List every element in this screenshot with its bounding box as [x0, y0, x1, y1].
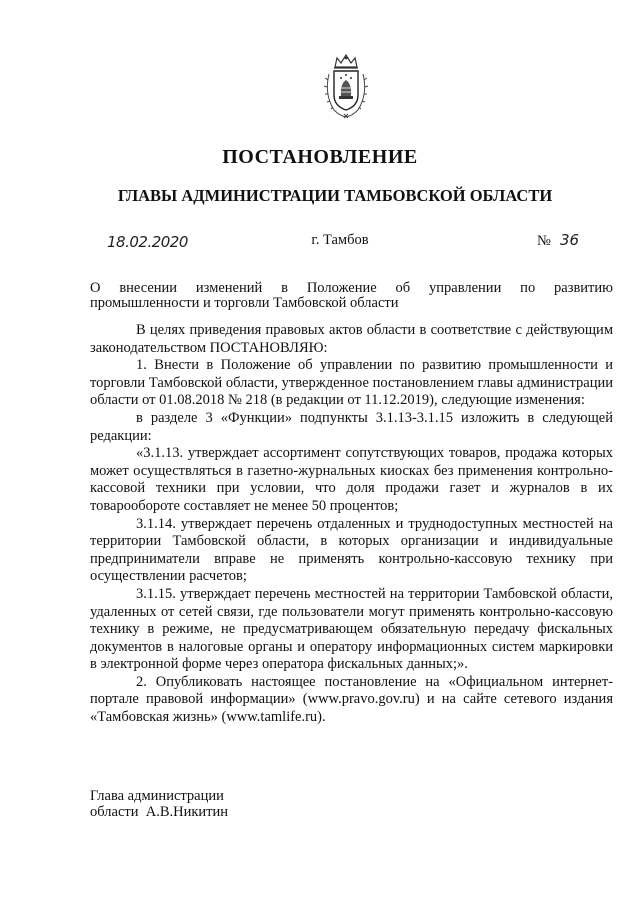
document-number-label: №: [537, 233, 551, 249]
signature-position: Глава администрации: [90, 788, 224, 804]
paragraph-3-1-14: 3.1.14. утверждает перечень отдаленных и труднодоступных местностей на территории Тамбовской области, в которых организации и индивидуальные предприниматели вправе не применять контрольно-кассовую технику при осуществлении расчетов;: [90, 515, 613, 585]
tambov-coat-of-arms-icon: [322, 54, 370, 120]
paragraph-item-1: 1. Внести в Положение об управлении по развитию промышленности и торговли Тамбовской области, утвержденное постановлением главы администрации области от 01.08.2018 № 218 (в редакции от 11.12.2019), следующие изменения:: [90, 357, 613, 409]
document-date: 18.02.2020: [107, 233, 188, 251]
document-subject: [90, 281, 613, 311]
signature-name: области А.В.Никитин: [90, 804, 229, 820]
paragraph-preamble: В целях приведения правовых актов области в соответствие с действующим законодательством ПОСТАНОВЛЯЮ:: [90, 322, 613, 356]
document-subtitle: ГЛАВЫ АДМИНИСТРАЦИИ ТАМБОВСКОЙ ОБЛАСТИ: [117, 186, 553, 205]
document-city: г. Тамбов: [311, 232, 369, 248]
document-title: ПОСТАНОВЛЕНИЕ: [222, 146, 418, 168]
subject-line-2: промышленности и торговли Тамбовской области: [90, 295, 399, 311]
paragraph-3-1-15: 3.1.15. утверждает перечень местностей на территории Тамбовской области, удаленных от сетей связи, где пользователи могут применять контрольно-кассовую технику в режиме, не предусматривающем обязательную передачу фискальных документов в налоговые органы и оператору информационных систем маркировки в электронной форме через оператора фискальных данных;».: [90, 585, 613, 673]
document-number: 36: [560, 231, 580, 249]
paragraph-item-2: 2. Опубликовать настоящее постановление на «Официальном интернет-портале правовой информации» (www.pravo.gov.ru) и на сайте сетевого издания «Тамбовская жизнь» (www.tamlife.ru).: [90, 673, 613, 726]
signature-block: [90, 788, 228, 820]
document-body: [90, 322, 613, 727]
paragraph-section-3: в разделе 3 «Функции» подпункты 3.1.13-3.1.15 изложить в следующей редакции:: [90, 409, 613, 444]
subject-line-1: О внесении изменений в Положение об управлении по развитию: [90, 280, 613, 296]
paragraph-3-1-13: «3.1.13. утверждает ассортимент сопутствующих товаров, продажа которых может осуществляться в газетно-журнальных киосках без применения контрольно-кассовой техники при условии, что доля продажи газет и журналов в их товарообороте составляет не менее 50 процентов;: [90, 445, 613, 514]
